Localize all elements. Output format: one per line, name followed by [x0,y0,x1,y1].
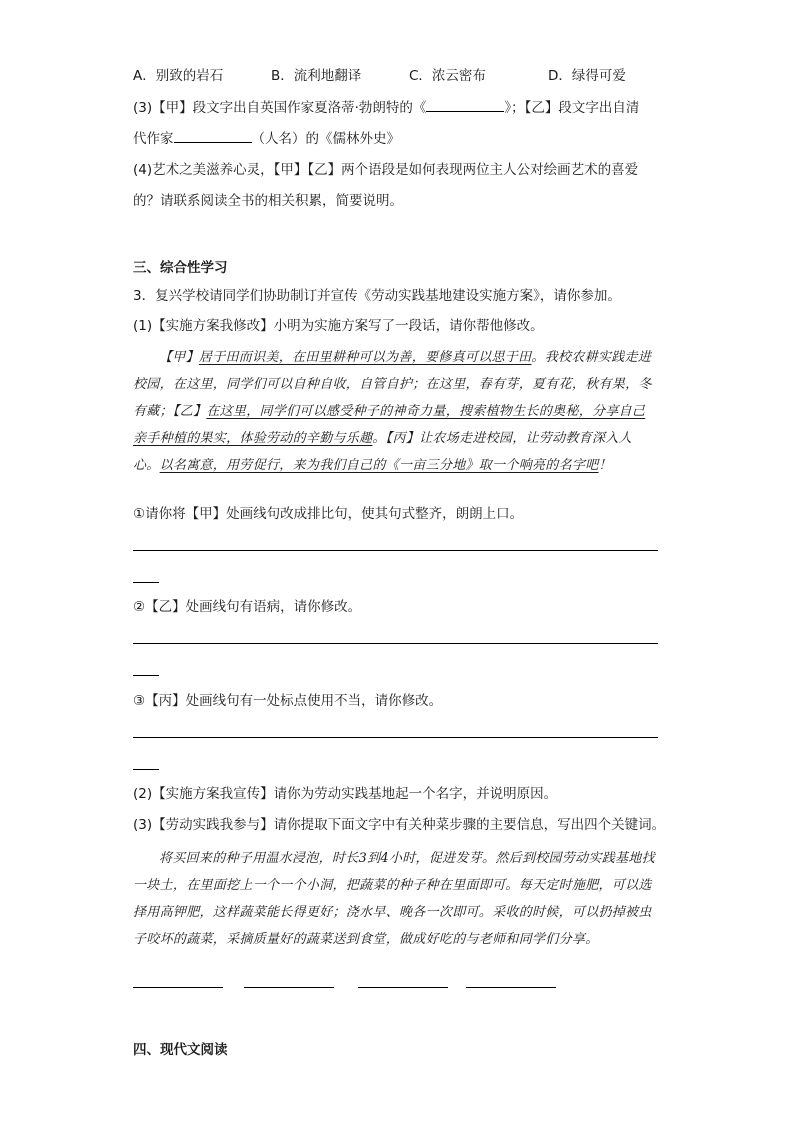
passage-bing-end: ！ [598,458,612,473]
section-3-title: 三、综合性学习 [133,260,228,276]
subquestion-2: (2)【实施方案我宣传】请你为劳动实践基地起一个名字，并说明原因。 [133,786,558,802]
keyword-blank-1[interactable] [133,987,223,988]
tag-jia: 【甲】 [159,350,199,365]
answer-line-3[interactable] [133,737,658,738]
item-3: ③【丙】处画线句有一处标点使用不当，请你修改。 [133,693,443,709]
question-3-text-b: 》；【乙】段文字出自清 [504,100,640,116]
subquestion-1-title: (1)【实施方案我修改】小明为实施方案写了一段话，请你帮他修改。 [133,318,544,334]
answer-line-2-end[interactable] [133,675,159,676]
underlined-yi: 在这里，同学们可以感受种子的神奇力量，搜索植物生长的奥秘，分享自己亲手种植的果实，体验劳动的辛勤与乐趣 [133,404,646,446]
answer-line-1[interactable] [133,550,658,551]
book-title-blank[interactable] [426,97,504,112]
subquestion-3: (3)【劳动实践我参与】请你提取下面文字中有关种菜步骤的主要信息，写出四个关键词。 [133,817,666,833]
question-3-text-c: 代作家 [133,131,174,147]
question-3-intro: 3．复兴学校请同学们协助制订并宣传《劳动实践基地建设实施方案》，请你参加。 [133,288,621,304]
option-b: B．流利地翻译 [271,68,362,84]
keyword-blank-4[interactable] [466,987,556,988]
passage-jia-rest: 。我校农耕实践走进校园，在这里，同学们可以自种自收，自管自护；在这里，春有芽，夏有花，秋有果，冬有藏； [133,350,652,419]
question-3-text-a: (3)【甲】段文字出自英国作家夏洛蒂·勃朗特的《 [133,100,427,116]
answer-line-3-end[interactable] [133,769,159,770]
question-4-line-2: 的？请联系阅读全书的相关积累，简要说明。 [133,193,403,209]
question-3-line-2 [133,128,400,149]
tag-yi: 【乙】 [172,404,207,419]
question-4-line-1: (4)艺术之美滋养心灵，【甲】【乙】两个语段是如何表现两位主人公对绘画艺术的喜爱 [133,162,639,178]
author-name-blank[interactable] [174,128,252,143]
passage-plan [133,344,658,479]
keyword-blank-2[interactable] [244,987,334,988]
question-3-text-d: （人名）的《儒林外史》 [251,131,400,147]
option-a: A．别致的岩石 [133,68,224,84]
underlined-jia: 居于田而识美，在田里耕种可以为善，要修真可以思于田 [198,350,532,365]
tag-bing: 【丙】 [385,431,420,446]
question-3-line-1 [133,97,639,118]
option-c: C．浓云密布 [409,68,486,84]
section-4-title: 四、现代文阅读 [133,1042,228,1058]
item-2: ②【乙】处画线句有语病，请你修改。 [133,599,362,615]
option-d: D．绿得可爱 [548,68,626,84]
passage-bing-plain: 让农场走进校园，让劳动教育深入人心。 [133,431,632,473]
passage-yi-end: 。 [372,431,386,446]
passage-vegetable-steps: 将买回来的种子用温水浸泡，时长3到4小时，促进发芽。然后到校园劳动实践基地找一块土，在里面挖上一个一个小洞，把蔬菜的种子种在里面即可。每天定时施肥，可以选择用高钾肥，这样蔬菜能长得更好；浇水早、晚各一次即可。采收的时候，可以扔掉被虫子咬坏的蔬菜，采摘质量好的蔬菜送到食堂，做成好吃的与老师和同学们分享。 [133,851,655,947]
item-1: ①请你将【甲】处画线句改成排比句，使其句式整齐，朗朗上口。 [133,506,524,522]
underlined-bing: 以名寓意，用劳促行，来为我们自己的《一亩三分地》取一个响亮的名字吧 [159,458,599,473]
answer-line-2[interactable] [133,643,658,644]
keyword-blank-3[interactable] [358,987,448,988]
answer-line-1-end[interactable] [133,582,159,583]
